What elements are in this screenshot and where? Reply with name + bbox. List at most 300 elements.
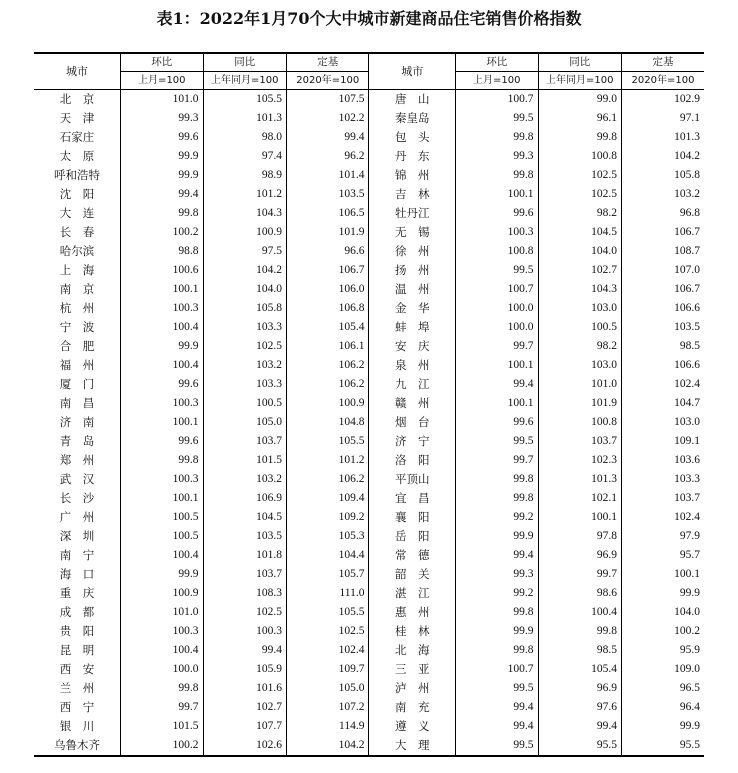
right-mom-cell: 99.4	[456, 698, 538, 717]
left-yoy-cell: 108.3	[203, 584, 286, 603]
right-fixed-cell: 109.1	[621, 432, 704, 451]
left-mom-cell: 100.3	[121, 394, 203, 413]
right-yoy-cell: 100.5	[538, 318, 621, 337]
right-mom-cell: 100.1	[456, 185, 538, 204]
right-mom-cell: 99.8	[456, 470, 538, 489]
left-yoy-cell: 97.4	[203, 147, 286, 166]
left-yoy-cell: 106.9	[203, 489, 286, 508]
right-city-cell: 济 宁	[369, 432, 456, 451]
table-row	[34, 128, 704, 147]
right-mom-cell: 99.8	[456, 128, 538, 147]
right-mom-cell: 99.2	[456, 584, 538, 603]
left-mom-cell: 100.9	[121, 584, 203, 603]
right-city-cell: 惠 州	[369, 603, 456, 622]
left-fixed-cell: 109.4	[287, 489, 369, 508]
right-yoy-cell: 99.8	[538, 128, 621, 147]
table-row	[34, 109, 704, 128]
right-yoy-cell: 102.5	[538, 185, 621, 204]
right-fixed-cell: 106.6	[621, 356, 704, 375]
table-row	[34, 356, 704, 375]
left-mom-cell: 100.2	[121, 736, 203, 756]
right-mom-cell: 100.8	[456, 242, 538, 261]
left-city-cell: 南 昌	[59, 396, 95, 410]
left-yoy-cell: 103.7	[203, 565, 286, 584]
right-fixed-cell: 104.0	[621, 603, 704, 622]
right-fixed-cell: 103.5	[621, 318, 704, 337]
right-yoy-cell: 100.8	[538, 147, 621, 166]
right-fixed-cell: 100.1	[621, 565, 704, 584]
left-city-cell: 呼和浩特	[54, 168, 101, 182]
left-yoy-cell: 102.5	[203, 337, 286, 356]
left-city-cell: 厦 门	[59, 377, 95, 391]
right-city-cell: 扬 州	[369, 261, 456, 280]
left-yoy-cell: 101.3	[203, 109, 286, 128]
right-city-cell: 丹 东	[369, 147, 456, 166]
right-mom-cell: 99.8	[456, 489, 538, 508]
right-fixed-cell: 104.7	[621, 394, 704, 413]
left-fixed-cell: 105.0	[287, 679, 369, 698]
right-city-cell: 唐 山	[369, 90, 456, 110]
right-yoy-cell: 98.6	[538, 584, 621, 603]
left-yoy-cell: 101.2	[203, 185, 286, 204]
left-mom-cell: 100.1	[121, 413, 203, 432]
right-mom-cell: 99.5	[456, 736, 538, 756]
right-fixed-cell: 97.1	[621, 109, 704, 128]
right-fixed-cell: 108.7	[621, 242, 704, 261]
left-mom-cell: 100.3	[121, 470, 203, 489]
left-fixed-cell: 103.5	[287, 185, 369, 204]
right-mom-cell: 99.8	[456, 641, 538, 660]
right-fixed-cell: 95.5	[621, 736, 704, 756]
left-city-cell: 乌鲁木齐	[34, 736, 121, 756]
left-yoy-cell: 103.3	[203, 375, 286, 394]
right-mom-cell: 99.7	[456, 451, 538, 470]
table-row	[34, 299, 704, 318]
right-city-cell: 襄 阳	[369, 508, 456, 527]
left-mom-cell: 99.4	[121, 185, 203, 204]
left-mom-cell: 100.4	[121, 318, 203, 337]
left-fixed-cell: 105.5	[287, 432, 369, 451]
left-mom-cell: 100.3	[121, 299, 203, 318]
fixed-base-right: 2020年=100	[621, 72, 704, 90]
left-yoy-cell: 102.5	[203, 603, 286, 622]
left-yoy-cell: 98.9	[203, 166, 286, 185]
left-fixed-cell: 104.4	[287, 546, 369, 565]
yoy-header-right: 同比	[538, 53, 621, 72]
right-yoy-cell: 99.8	[538, 622, 621, 641]
right-mom-cell: 99.8	[456, 603, 538, 622]
yoy-header-left: 同比	[203, 53, 286, 72]
right-city-cell: 泉 州	[369, 356, 456, 375]
right-yoy-cell: 104.3	[538, 280, 621, 299]
city-header-right: 城市	[369, 53, 456, 90]
left-city-cell: 大 连	[59, 206, 95, 220]
right-fixed-cell: 103.2	[621, 185, 704, 204]
right-fixed-cell: 99.9	[621, 717, 704, 736]
left-fixed-cell: 105.4	[287, 318, 369, 337]
table-row	[34, 546, 704, 565]
left-fixed-cell: 107.2	[287, 698, 369, 717]
mom-header-left: 环比	[121, 53, 203, 72]
left-city-cell: 南 宁	[59, 548, 95, 562]
right-city-cell: 锦 州	[369, 166, 456, 185]
right-yoy-cell: 100.4	[538, 603, 621, 622]
left-mom-cell: 99.7	[121, 698, 203, 717]
left-yoy-cell: 100.5	[203, 394, 286, 413]
right-yoy-cell: 97.8	[538, 527, 621, 546]
left-fixed-cell: 105.5	[287, 603, 369, 622]
left-mom-cell: 99.6	[121, 432, 203, 451]
right-fixed-cell: 96.4	[621, 698, 704, 717]
right-mom-cell: 99.4	[456, 546, 538, 565]
right-yoy-cell: 104.0	[538, 242, 621, 261]
left-city-cell: 合 肥	[59, 339, 95, 353]
left-mom-cell: 101.0	[121, 603, 203, 622]
right-city-cell: 北 海	[369, 641, 456, 660]
right-yoy-cell: 98.5	[538, 641, 621, 660]
left-yoy-cell: 105.0	[203, 413, 286, 432]
right-yoy-cell: 95.5	[538, 736, 621, 756]
left-yoy-cell: 102.7	[203, 698, 286, 717]
left-city-cell: 长 春	[59, 225, 95, 239]
right-city-cell: 三 亚	[369, 660, 456, 679]
right-yoy-cell: 102.3	[538, 451, 621, 470]
left-yoy-cell: 103.5	[203, 527, 286, 546]
right-yoy-cell: 98.2	[538, 337, 621, 356]
left-mom-cell: 98.8	[121, 242, 203, 261]
left-city-cell: 哈尔滨	[59, 244, 95, 258]
fixed-header-left: 定基	[287, 53, 369, 72]
left-city-cell: 西 宁	[59, 700, 95, 714]
right-city-cell: 泸 州	[369, 679, 456, 698]
right-city-cell: 安 庆	[369, 337, 456, 356]
left-yoy-cell: 101.5	[203, 451, 286, 470]
left-city-cell: 杭 州	[59, 301, 95, 315]
right-fixed-cell: 103.7	[621, 489, 704, 508]
table-row	[34, 584, 704, 603]
right-fixed-cell: 96.8	[621, 204, 704, 223]
right-fixed-cell: 98.5	[621, 337, 704, 356]
right-city-cell: 徐 州	[369, 242, 456, 261]
right-fixed-cell: 106.6	[621, 299, 704, 318]
right-mom-cell: 100.0	[456, 318, 538, 337]
right-mom-cell: 99.9	[456, 527, 538, 546]
left-city-cell: 青 岛	[59, 434, 95, 448]
left-yoy-cell: 107.7	[203, 717, 286, 736]
right-yoy-cell: 96.1	[538, 109, 621, 128]
right-yoy-cell: 99.0	[538, 90, 621, 110]
left-mom-cell: 99.9	[121, 147, 203, 166]
right-mom-cell: 100.7	[456, 660, 538, 679]
left-yoy-cell: 104.2	[203, 261, 286, 280]
right-mom-cell: 100.3	[456, 223, 538, 242]
fixed-header-right: 定基	[621, 53, 704, 72]
right-mom-cell: 100.7	[456, 90, 538, 110]
table-row	[34, 641, 704, 660]
left-mom-cell: 100.1	[121, 280, 203, 299]
right-yoy-cell: 103.7	[538, 432, 621, 451]
table-row	[34, 451, 704, 470]
left-city-cell: 海 口	[59, 567, 95, 581]
right-fixed-cell: 97.9	[621, 527, 704, 546]
left-yoy-cell: 103.2	[203, 470, 286, 489]
right-city-cell: 吉 林	[369, 185, 456, 204]
table-row	[34, 394, 704, 413]
left-yoy-cell: 103.2	[203, 356, 286, 375]
table-body	[34, 90, 704, 757]
left-mom-cell: 100.4	[121, 356, 203, 375]
left-mom-cell: 99.9	[121, 565, 203, 584]
left-city-cell: 兰 州	[59, 681, 95, 695]
right-city-cell: 蚌 埠	[369, 318, 456, 337]
left-fixed-cell: 101.4	[287, 166, 369, 185]
left-yoy-cell: 104.5	[203, 508, 286, 527]
right-yoy-cell: 101.3	[538, 470, 621, 489]
left-fixed-cell: 106.7	[287, 261, 369, 280]
left-yoy-cell: 105.8	[203, 299, 286, 318]
right-yoy-cell: 101.9	[538, 394, 621, 413]
right-fixed-cell: 102.4	[621, 508, 704, 527]
left-mom-cell: 99.6	[121, 128, 203, 147]
right-yoy-cell: 102.5	[538, 166, 621, 185]
right-city-cell: 秦皇岛	[369, 109, 456, 128]
right-mom-cell: 99.4	[456, 375, 538, 394]
left-yoy-cell: 97.5	[203, 242, 286, 261]
left-fixed-cell: 96.2	[287, 147, 369, 166]
right-yoy-cell: 103.0	[538, 299, 621, 318]
left-mom-cell: 100.0	[121, 660, 203, 679]
left-city-cell: 福 州	[59, 358, 95, 372]
left-fixed-cell: 101.2	[287, 451, 369, 470]
right-fixed-cell: 96.5	[621, 679, 704, 698]
right-city-cell: 烟 台	[369, 413, 456, 432]
left-mom-cell: 99.8	[121, 204, 203, 223]
table-row	[34, 318, 704, 337]
table-row	[34, 204, 704, 223]
left-fixed-cell: 106.2	[287, 375, 369, 394]
left-city-cell: 沈 阳	[59, 187, 95, 201]
left-fixed-cell: 102.2	[287, 109, 369, 128]
right-mom-cell: 99.6	[456, 204, 538, 223]
right-mom-cell: 99.7	[456, 337, 538, 356]
right-yoy-cell: 105.4	[538, 660, 621, 679]
right-fixed-cell: 106.7	[621, 280, 704, 299]
left-fixed-cell: 99.4	[287, 128, 369, 147]
right-city-cell: 金 华	[369, 299, 456, 318]
left-yoy-cell: 103.7	[203, 432, 286, 451]
table-row	[34, 603, 704, 622]
right-city-cell: 宜 昌	[369, 489, 456, 508]
left-fixed-cell: 105.7	[287, 565, 369, 584]
right-fixed-cell: 102.9	[621, 90, 704, 110]
table-row	[34, 185, 704, 204]
left-yoy-cell: 105.5	[203, 90, 286, 110]
table-row	[34, 147, 704, 166]
left-city-cell: 济 南	[59, 415, 95, 429]
left-yoy-cell: 104.3	[203, 204, 286, 223]
mom-base-right: 上月=100	[456, 72, 538, 90]
right-yoy-cell: 97.6	[538, 698, 621, 717]
right-city-cell: 无 锡	[369, 223, 456, 242]
right-yoy-cell: 101.0	[538, 375, 621, 394]
left-fixed-cell: 106.2	[287, 356, 369, 375]
right-mom-cell: 100.1	[456, 394, 538, 413]
right-mom-cell: 99.3	[456, 565, 538, 584]
table-row	[34, 622, 704, 641]
right-mom-cell: 100.0	[456, 299, 538, 318]
left-city-cell: 贵 阳	[59, 624, 95, 638]
left-mom-cell: 100.4	[121, 641, 203, 660]
right-yoy-cell: 104.5	[538, 223, 621, 242]
table-row	[34, 223, 704, 242]
right-city-cell: 大 理	[369, 736, 456, 756]
left-mom-cell: 99.6	[121, 375, 203, 394]
left-city-cell: 武 汉	[59, 472, 95, 486]
left-mom-cell: 100.4	[121, 546, 203, 565]
table-row	[34, 242, 704, 261]
right-fixed-cell: 109.0	[621, 660, 704, 679]
right-city-cell: 湛 江	[369, 584, 456, 603]
right-mom-cell: 99.5	[456, 109, 538, 128]
right-city-cell: 桂 林	[369, 622, 456, 641]
table-row	[34, 90, 704, 110]
table-row	[34, 337, 704, 356]
table-row	[34, 432, 704, 451]
left-city-cell: 南 京	[59, 282, 95, 296]
left-yoy-cell: 101.8	[203, 546, 286, 565]
left-city-cell: 石家庄	[59, 130, 95, 144]
left-yoy-cell: 100.3	[203, 622, 286, 641]
left-fixed-cell: 107.5	[287, 90, 369, 110]
left-city-cell: 昆 明	[59, 643, 95, 657]
right-fixed-cell: 95.7	[621, 546, 704, 565]
right-mom-cell: 99.2	[456, 508, 538, 527]
left-city-cell: 西 安	[59, 662, 95, 676]
right-mom-cell: 99.3	[456, 147, 538, 166]
right-yoy-cell: 102.1	[538, 489, 621, 508]
table-row	[34, 280, 704, 299]
left-fixed-cell: 106.5	[287, 204, 369, 223]
left-fixed-cell: 102.4	[287, 641, 369, 660]
table-row	[34, 527, 704, 546]
right-mom-cell: 99.5	[456, 432, 538, 451]
left-city-cell: 宁 波	[59, 320, 95, 334]
left-city-cell: 广 州	[59, 510, 95, 524]
right-fixed-cell: 106.7	[621, 223, 704, 242]
left-fixed-cell: 106.1	[287, 337, 369, 356]
left-city-cell: 重 庆	[59, 586, 95, 600]
left-city-cell: 郑 州	[59, 453, 95, 467]
right-city-cell: 平顶山	[369, 470, 456, 489]
right-fixed-cell: 102.4	[621, 375, 704, 394]
left-city-cell: 北 京	[59, 92, 95, 106]
left-city-cell: 天 津	[59, 111, 95, 125]
left-mom-cell: 99.9	[121, 337, 203, 356]
right-mom-cell: 99.9	[456, 622, 538, 641]
table-row	[34, 660, 704, 679]
right-mom-cell: 99.5	[456, 679, 538, 698]
left-fixed-cell: 101.9	[287, 223, 369, 242]
right-yoy-cell: 102.7	[538, 261, 621, 280]
left-fixed-cell: 109.7	[287, 660, 369, 679]
left-city-cell: 成 都	[59, 605, 95, 619]
right-fixed-cell: 103.6	[621, 451, 704, 470]
right-mom-cell: 99.4	[456, 717, 538, 736]
left-mom-cell: 99.8	[121, 679, 203, 698]
table-row	[34, 166, 704, 185]
mom-header-right: 环比	[456, 53, 538, 72]
left-city-cell: 深 圳	[59, 529, 95, 543]
right-mom-cell: 100.7	[456, 280, 538, 299]
table-row	[34, 508, 704, 527]
left-city-cell: 长 沙	[59, 491, 95, 505]
table-row	[34, 565, 704, 584]
right-mom-cell: 100.1	[456, 356, 538, 375]
left-yoy-cell: 100.9	[203, 223, 286, 242]
left-yoy-cell: 98.0	[203, 128, 286, 147]
left-yoy-cell: 104.0	[203, 280, 286, 299]
right-fixed-cell: 103.0	[621, 413, 704, 432]
table-row	[34, 261, 704, 280]
left-fixed-cell: 104.2	[287, 736, 369, 756]
table-row	[34, 413, 704, 432]
right-city-cell: 牡丹江	[369, 204, 456, 223]
right-city-cell: 包 头	[369, 128, 456, 147]
right-yoy-cell: 103.0	[538, 356, 621, 375]
right-mom-cell: 99.6	[456, 413, 538, 432]
right-fixed-cell: 101.3	[621, 128, 704, 147]
left-yoy-cell: 105.9	[203, 660, 286, 679]
right-fixed-cell: 95.9	[621, 641, 704, 660]
left-mom-cell: 100.6	[121, 261, 203, 280]
yoy-base-left: 上年同月=100	[203, 72, 286, 90]
left-fixed-cell: 102.5	[287, 622, 369, 641]
right-yoy-cell: 99.4	[538, 717, 621, 736]
right-fixed-cell: 104.2	[621, 147, 704, 166]
left-fixed-cell: 114.9	[287, 717, 369, 736]
left-mom-cell: 101.5	[121, 717, 203, 736]
left-yoy-cell: 101.6	[203, 679, 286, 698]
left-city-cell: 银 川	[59, 719, 95, 733]
left-mom-cell: 100.1	[121, 489, 203, 508]
left-fixed-cell: 111.0	[287, 584, 369, 603]
table-row	[34, 489, 704, 508]
table-row	[34, 736, 704, 756]
table-title: 表1：2022年1月70个大中城市新建商品住宅销售价格指数	[156, 9, 582, 28]
right-fixed-cell: 99.9	[621, 584, 704, 603]
left-fixed-cell: 109.2	[287, 508, 369, 527]
right-city-cell: 遵 义	[369, 717, 456, 736]
right-city-cell: 赣 州	[369, 394, 456, 413]
right-city-cell: 南 充	[369, 698, 456, 717]
right-yoy-cell: 98.2	[538, 204, 621, 223]
left-mom-cell: 100.2	[121, 223, 203, 242]
left-mom-cell: 99.8	[121, 451, 203, 470]
left-fixed-cell: 106.0	[287, 280, 369, 299]
table-row	[34, 679, 704, 698]
left-city-cell: 太 原	[59, 149, 95, 163]
left-mom-cell: 100.5	[121, 508, 203, 527]
table-row	[34, 698, 704, 717]
left-yoy-cell: 102.6	[203, 736, 286, 756]
right-fixed-cell: 100.2	[621, 622, 704, 641]
price-index-table	[34, 52, 704, 757]
fixed-base-left: 2020年=100	[287, 72, 369, 90]
right-yoy-cell: 100.1	[538, 508, 621, 527]
right-city-cell: 温 州	[369, 280, 456, 299]
table-row	[34, 375, 704, 394]
right-city-cell: 韶 关	[369, 565, 456, 584]
